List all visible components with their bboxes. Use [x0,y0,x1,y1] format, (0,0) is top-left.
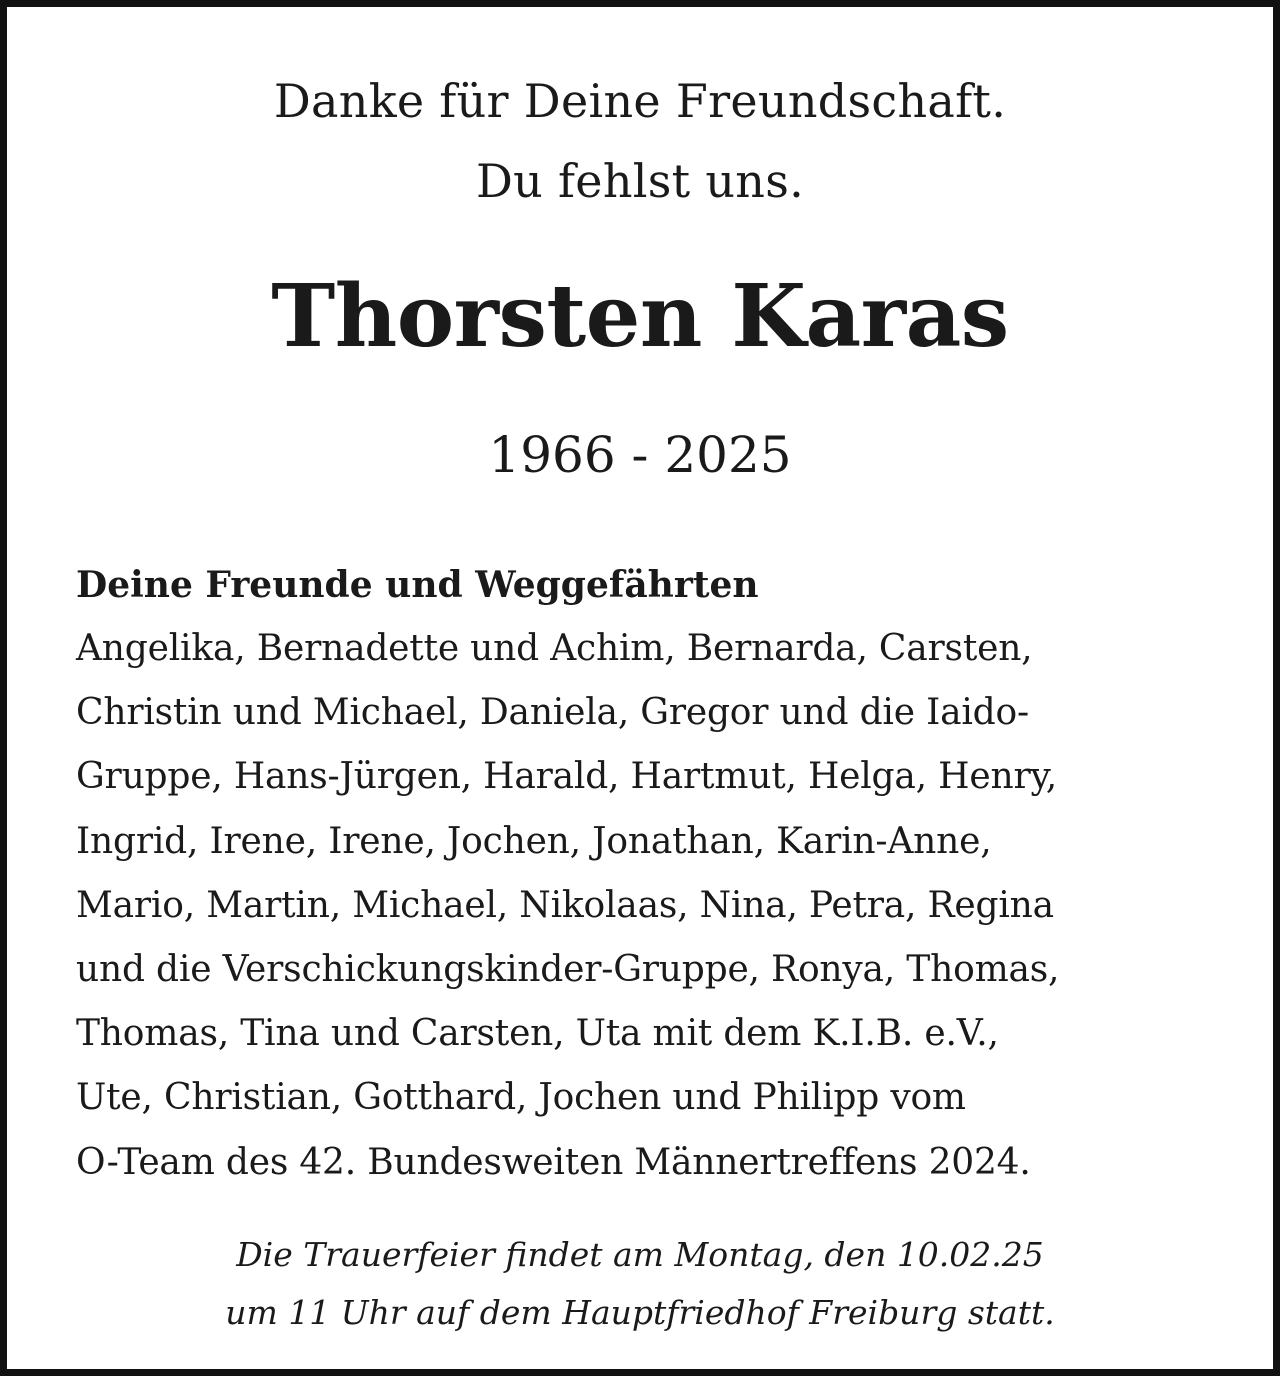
friends-heading: Deine Freunde und Weggefährten [76,564,759,606]
deceased-name: Thorsten Karas [271,266,1009,367]
friends-line: Mario, Martin, Michael, Nikolaas, Nina, Petra, Regina [76,884,1054,926]
friends-line: O-Team des 42. Bundesweiten Männertreffens 2024. [76,1141,1031,1183]
friends-line: Thomas, Tina und Carsten, Uta mit dem K.I.B. e.V., [76,1013,999,1055]
friends-line: und die Verschickungskinder-Gruppe, Ronya, Thomas, [76,949,1060,991]
headline-line-1: Danke für Deine Freundschaft. [273,74,1007,128]
friends-line: Ingrid, Irene, Irene, Jochen, Jonathan, Karin-Anne, [76,820,992,862]
life-dates: 1966 - 2025 [488,426,792,484]
funeral-notice-line-2: um 11 Uhr auf dem Hauptfriedhof Freiburg statt. [225,1293,1055,1332]
friends-line: Gruppe, Hans-Jürgen, Harald, Hartmut, Helga, Henry, [76,756,1058,798]
friends-line: Ute, Christian, Gotthard, Jochen und Philipp vom [76,1077,966,1119]
funeral-notice-line-1: Die Trauerfeier findet am Montag, den 10.02.25 [236,1235,1044,1274]
friends-line: Christin und Michael, Daniela, Gregor und die Iaido- [76,692,1029,734]
headline-line-2: Du fehlst uns. [475,154,805,208]
friends-section [76,553,1226,1195]
friends-line: Angelika, Bernadette und Achim, Bernarda, Carsten, [76,628,1033,669]
